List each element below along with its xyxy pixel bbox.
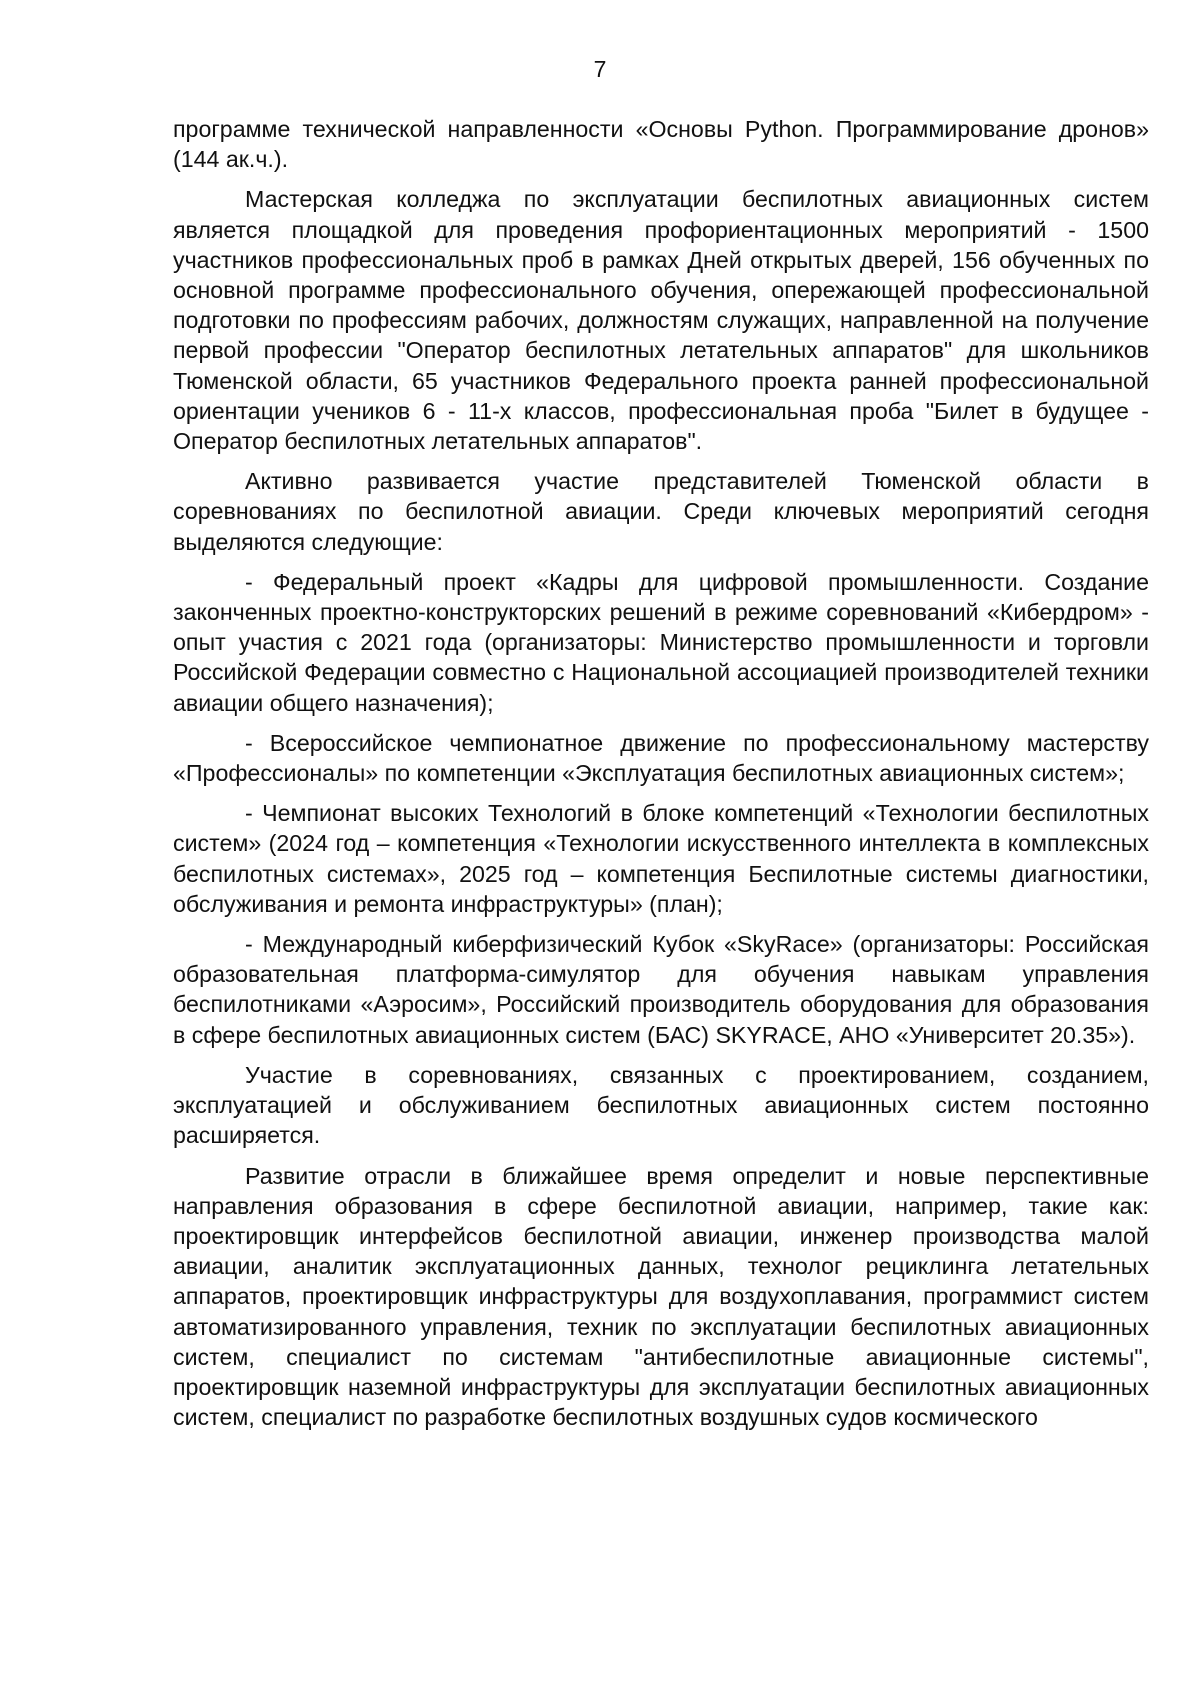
page-number: 7 [593,56,607,82]
document-body [173,114,1149,1432]
paragraph-college-workshop: Мастерская колледжа по эксплуатации беспилотных авиационных систем является площадкой для проведения профориентационных мероприятий - 1500 участников профессиональных проб в рамках Дней открытых дверей, 156 обученных по основной программе профессионального обучения, опережающей профессиональной подготовки по профессиям рабочих, должностям служащих, направленной на получение первой профессии "Оператор беспилотных летательных аппаратов" для школьников Тюменской области, 65 участников Федерального проекта ранней профессиональной ориентации учеников 6 - 11-х классов, профессиональная проба "Билет в будущее - Оператор беспилотных летательных аппаратов". [173,186,1149,455]
paragraph-continuation: программе технической направленности «Основы Python. Программирование дронов» (144 ак.ч.). [173,116,1149,173]
list-item-professionals-championship: - Всероссийское чемпионатное движение по профессиональному мастерству «Профессионалы» по компетенции «Эксплуатация беспилотных авиационных систем»; [173,729,1149,787]
paragraph-participation-growth: Участие в соревнованиях, связанных с проектированием, созданием, эксплуатацией и обслуживанием беспилотных авиационных систем постоянно расширяется. [173,1061,1149,1149]
list-item-hi-tech-championship: - Чемпионат высоких Технологий в блоке компетенций «Технологии беспилотных систем» (2024 год – компетенция «Технологии искусственного интеллекта в комплексных беспилотных системах», 2025 год – компетенция Беспилотные системы диагностики, обслуживания и ремонта инфраструктуры» (план); [173,800,1149,917]
paragraph-future-directions: Развитие отрасли в ближайшее время определит и новые перспективные направления образования в сфере беспилотной авиации, например, такие как: проектировщик интерфейсов беспилотной авиации, инженер производства малой авиации, аналитик эксплуатационных данных, технолог рециклинга летательных аппаратов, проектировщик инфраструктуры для воздухоплавания, программист систем автоматизированного управления, техник по эксплуатации беспилотных авиационных систем, специалист по системам "антибеспилотные авиационные системы", проектировщик наземной инфраструктуры для эксплуатации беспилотных авиационных систем, специалист по разработке беспилотных воздушных судов космического [173,1162,1149,1431]
list-item-federal-project: - Федеральный проект «Кадры для цифровой промышленности. Создание законченных проектно-конструкторских решений в режиме соревнований «Кибердром» - опыт участия с 2021 года (организаторы: Министерство промышленности и торговли Российской Федерации совместно с Национальной ассоциацией производителей техники авиации общего назначения); [173,568,1149,716]
paragraph-competitions-intro: Активно развивается участие представителей Тюменской области в соревнованиях по беспилотной авиации. Среди ключевых мероприятий сегодня выделяются следующие: [173,468,1149,555]
list-item-skyrace-cup: - Международный киберфизический Кубок «SkyRace» (организаторы: Российская образовательная платформа-симулятор для обучения навыкам управления беспилотниками «Аэросим», Российский производитель оборудования для образования в сфере беспилотных авиационных систем (БАС) SKYRACE, АНО «Университет 20.35»). [173,931,1149,1048]
